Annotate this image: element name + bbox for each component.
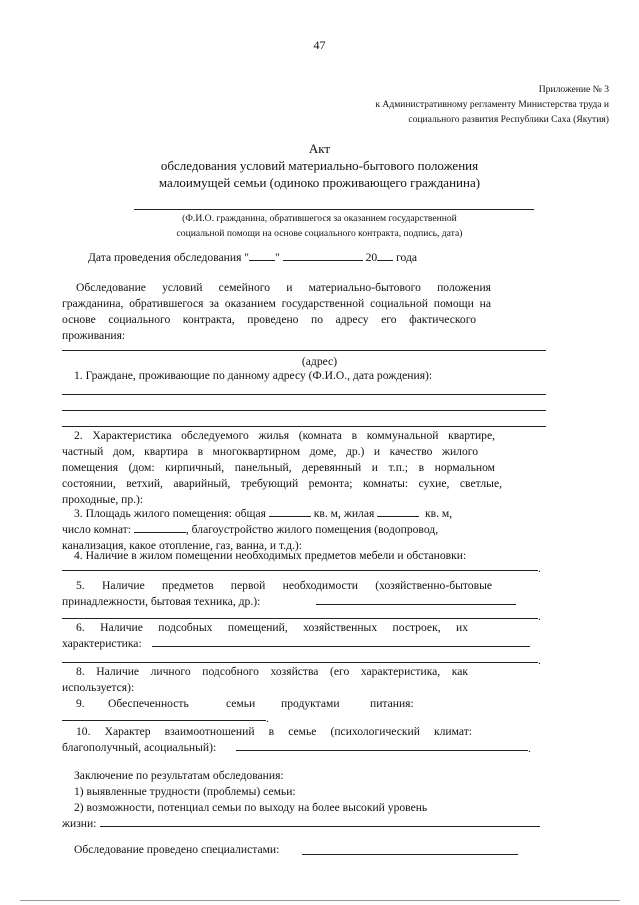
item-8-line-2: используется): [62,681,135,694]
item-5-line-2: принадлежности, бытовая техника, др.): [62,595,261,608]
page-number: 47 [313,38,326,52]
item-3-line-3: канализация, какое отопление, газ, ванна, и т.д.): [62,539,302,552]
item-2-line-3: помещения (дом: кирпичный, панельный, деревянный и т.п.; в нормальном [62,461,495,474]
food-provision-fill-line[interactable] [62,720,266,721]
conclusion-potential: 2) возможности, потенциал семьи по выходу на более высокий уровень [74,801,428,814]
residents-fill-line-1[interactable] [62,394,546,395]
date-quote-close: " [275,251,280,264]
intro-line-4: проживания: [62,329,126,342]
item-6-line-1: 6. Наличие подсобных помещений, хозяйственных построек, их [76,621,468,634]
specialists-fill-line[interactable] [302,854,518,855]
furniture-line-end-dot: . [538,562,541,575]
date-label: Дата проведения обследования " [88,251,250,264]
fio-caption-line-2: социальной помощи на основе социального контракта, подпись, дата) [176,228,463,239]
date-year-suffix: года [396,251,418,264]
area-unit-label: кв. м, [425,507,453,520]
essentials-fill-line-2[interactable] [62,618,538,619]
appendix-header [375,82,609,127]
date-month-field[interactable] [283,250,363,261]
living-area-label: кв. м, жилая [313,507,375,520]
conclusion-life-label: жизни: [62,817,97,830]
fio-caption-line-1: (Ф.И.О. гражданина, обратившегося за оказанием государственной [182,213,457,224]
item-2-line-4: состоянии, ветхий, аварийный, требующий ремонта; комнаты: сухие, светлые, [62,477,502,490]
address-fill-line[interactable] [62,350,546,351]
fio-fill-line[interactable] [134,209,534,210]
item-2-line-5: проходные, пр.): [62,493,144,506]
residents-fill-line-3[interactable] [62,426,546,427]
specialists-label: Обследование проведено специалистами: [74,843,280,856]
furniture-fill-line[interactable] [62,570,538,571]
intro-line-3: основе социального контракта, проведено по адресу его фактического [62,313,476,326]
essentials-line-end-dot: . [538,610,541,623]
item-9-word-nutrition: питания: [370,697,414,710]
item-8-line-1: 8. Наличие личного подсобного хозяйства (его характеристика, как [76,665,468,678]
inspection-date-line [88,250,417,266]
item-9-word-food: продуктами [281,697,340,710]
appendix-line-3: социального развития Республики Саха (Якутия) [408,114,609,125]
item-1-residents: 1. Граждане, проживающие по данному адресу (Ф.И.О., дата рождения): [74,369,433,382]
area-label: 3. Площадь жилого помещения: общая [74,507,266,520]
relations-fill-line[interactable] [236,750,528,751]
rooms-label: число комнат: [62,523,131,536]
intro-line-2: гражданина, обратившегося за оказанием государственной социальной помощи на [62,297,491,310]
item-3-line-2 [62,522,438,538]
item-10-line-2: благополучный, асоциальный): [62,741,217,754]
amenities-label: , благоустройство жилого помещения (водопровод, [185,523,439,536]
item-9-word-family: семьи [226,697,256,710]
item-6-line-2: характеристика: [62,637,142,650]
conclusion-heading: Заключение по результатам обследования: [74,769,284,782]
rooms-count-field[interactable] [134,522,186,533]
living-area-field[interactable] [377,506,419,517]
residents-fill-line-2[interactable] [62,410,546,411]
item-2-line-1: 2. Характеристика обследуемого жилья (комната в коммунальной квартире, [74,429,495,442]
food-line-end-dot: . [266,712,269,725]
essentials-fill-line-1[interactable] [316,604,516,605]
intro-line-1: Обследование условий семейного и материально-бытового положения [76,281,491,294]
outbuildings-fill-line-1[interactable] [152,646,530,647]
item-4-furniture: 4. Наличие в жилом помещении необходимых предметов мебели и обстановки: [74,549,467,562]
appendix-number: Приложение № 3 [538,84,609,95]
item-10-line-1: 10. Характер взаимоотношений в семье (психологический климат: [76,725,472,738]
item-5-line-1: 5. Наличие предметов первой необходимости (хозяйственно-бытовые [76,579,492,592]
conclusion-difficulties: 1) выявленные трудности (проблемы) семьи: [74,785,296,798]
date-day-field[interactable] [249,250,275,261]
address-label: (адрес) [301,355,338,368]
title-line-2: обследования условий материально-бытового положения [160,158,479,173]
date-year-field[interactable] [377,250,393,261]
outbuildings-fill-line-2[interactable] [62,662,538,663]
fio-caption [0,211,639,241]
appendix-line-2: к Административному регламенту Министерства труда и [375,99,609,110]
item-2-line-2: частный дом, квартира в многоквартирном доме, др.) и качество жилого [62,445,478,458]
item-3-line-1 [74,506,452,522]
title-line-3: малоимущей семьи (одиноко проживающего гражданина) [158,175,481,190]
item-9-number: 9. [76,697,85,710]
page-bottom-edge [20,900,620,901]
relations-line-end-dot: . [528,742,531,755]
item-9-word-provision: Обеспеченность [108,697,189,710]
date-year-prefix: 20 [365,251,378,264]
title-act: Акт [308,141,331,156]
total-area-field[interactable] [269,506,311,517]
document-title [0,140,639,191]
conclusion-fill-line[interactable] [100,826,540,827]
outbuildings-line-end-dot: . [538,654,541,667]
